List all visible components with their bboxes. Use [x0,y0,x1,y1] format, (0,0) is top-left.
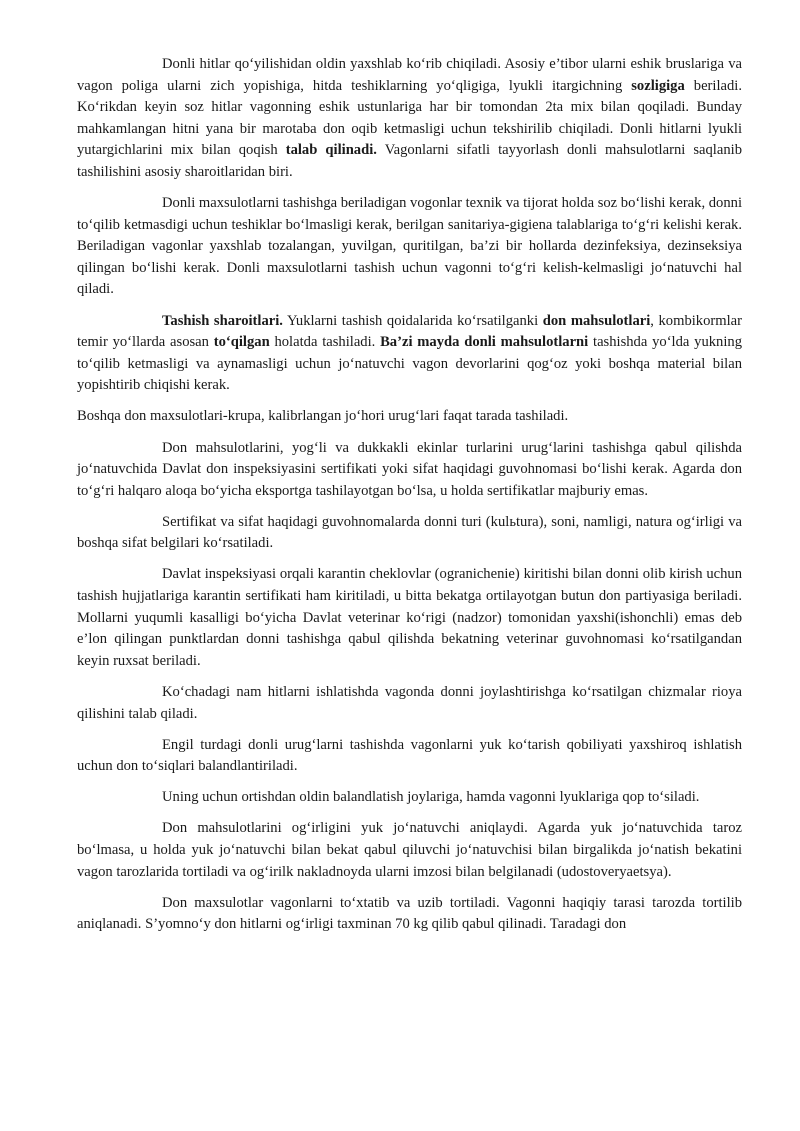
paragraph [77,564,742,672]
paragraph [77,735,742,778]
paragraph [77,512,742,555]
paragraph [77,682,742,725]
text-run: tashishda yo‘lda yukning to‘qilib ketmasligi va aynamasligi uchun jo‘natuvchi vagon devorlarini qog‘oz yoki boshqa material bilan yopishtirib chiqishi kerak. [77,334,743,394]
bold-text: Ba’zi mayda donli mahsulotlarni [380,334,589,351]
paragraph [77,193,742,301]
text-run: holatda tashiladi. [269,334,381,351]
bold-text: Tashish sharoitlari. [162,312,283,329]
paragraph [77,406,742,428]
document-page [77,54,742,945]
text-run: Davlat inspeksiyasi orqali karantin cheklovlar (ogranichenie) kiritishi bilan donni olib kirish uchun tashish hujjatlariga karantin sertifikati ham kiritiladi, u bitta bekatga ortilayotgan butun don partiyasiga beriladi. Mollarni yuqumli kasalligi bo‘yicha Davlat veterinar ko‘rigi (nadzor) tomonidan yaxshi(ishonchli) emas deb e’lon qilingan punktlardan donni tashishga qabul qilishda bekatning veterinar guvohnomasi ko‘rsatilgandan keyin ruxsat beriladi. [77,566,742,669]
bold-text: don mahsulotlari [542,312,651,329]
text-run: Donli hitlar qo‘yilishidan oldin yaxshlab ko‘rib chiqiladi. Asosiy e’tibor ularni eshik bruslariga va vagon poliga ularni zich yopishiga, hitda teshiklarning yo‘qligiga, lyukli itargichning [77,56,742,94]
text-run: Don mahsulotlarini og‘irligini yuk jo‘natuvchi aniqlaydi. Agarda yuk jo‘natuvchida taroz bo‘lmasa, u holda yuk jo‘natuvchi bilan bekat qabul qiluvchi jo‘natuvchisi bilan birgalikda jo‘natish bekatini vagon tarozlarida tortiladi va og‘irilk nakladnoyda ularni imzosi bilan belgilanadi (udostoveryaetsya). [77,820,742,880]
text-run: Boshqa don maxsulotlari-krupa, kalibrlangan jo‘hori urug‘lari faqat tarada tashiladi. [77,408,569,425]
text-run: Uning uchun ortishdan oldin balandlatish joylariga, hamda vagonni lyuklariga qop to‘siladi. [162,789,700,806]
text-run: Don maxsulotlar vagonlarni to‘xtatib va uzib tortiladi. Vagonni haqiqiy tarasi tarozda tortilib aniqlanadi. S’yomno‘y don hitlarni og‘irligi taxminan 70 kg qilib qabul qilinadi. Taradagi don [77,894,742,933]
paragraph [77,893,742,936]
text-run: Engil turdagi donli urug‘larni tashishda vagonlarni yuk ko‘tarish qobiliyati yaxshiroq ishlatish uchun don to‘siqlari balandlantiriladi. [77,736,742,775]
paragraph [77,787,742,809]
text-run: Yuklarni tashish qoidalarida ko‘rsatilganki [282,312,543,329]
text-run: Donli maxsulotlarni tashishga beriladigan vogonlar texnik va tijorat holda soz bo‘lishi kerak, donni to‘qilib ketmasdigi uchun teshiklar bo‘lmasligi kerak, berilgan sanitariya-gigiena talablariga to‘g‘ri kelishi kerak. Beriladigan vagonlar yaxshlab tozalangan, yuvilgan, quritilgan, ba’zi bir hollarda dezinfeksiya, dezinseksiya qilingan bo‘lishi kerak. Donli maxsulotlarni tashish uchun vagonni to‘g‘ri kelish-kelmasligi jo‘natuvchi hal qiladi. [77,195,742,298]
text-run: Sertifikat va sifat haqidagi guvohnomalarda donni turi (kulьtura), soni, namligi, natura og‘irligi va boshqa sifat belgilari ko‘rsatiladi. [77,513,742,552]
text-run: Vagonlarni sifatli tayyorlash donli mahsulotlarni saqlanib tashilishini asosiy sharoitlaridan biri. [77,142,742,180]
paragraph [77,438,742,503]
text-run: beriladi. Ko‘rikdan keyin soz hitlar vagonning eshik ustunlariga har bir tomondan 2ta mix bilan qoqiladi. Bunday mahkamlangan hitni yana bir marotaba don oqib ketmasligi uchun tekshirilib chiqiladi. Donli hitlarni lyukli yutargichlarini mix bilan qoqish [77,77,742,159]
paragraph [77,311,742,397]
bold-text: talab qilinadi. [285,142,377,159]
text-run: Ko‘chadagi nam hitlarni ishlatishda vagonda donni joylashtirishga ko‘rsatilgan chizmalar rioya qilishini talab qiladi. [77,683,742,722]
paragraph [77,54,742,184]
text-run: Don mahsulotlarini, yog‘li va dukkakli ekinlar turlarini urug‘larini tashishga qabul qilishda jo‘natuvchida Davlat don inspeksiyasini sertifikati yoki sifat haqidagi guvohnomasi bo‘lishi kerak. Agarda don to‘g‘ri halqaro aloqa bo‘yicha eksportga tashilayotgan bo‘lsa, u holda sertifikatlar majburiy emas. [77,439,742,499]
text-run: , kombikormlar temir yo‘llarda asosan [77,312,743,351]
bold-text: to‘qilgan [213,334,270,351]
paragraph [77,818,742,883]
bold-text: sozligiga [631,77,685,94]
